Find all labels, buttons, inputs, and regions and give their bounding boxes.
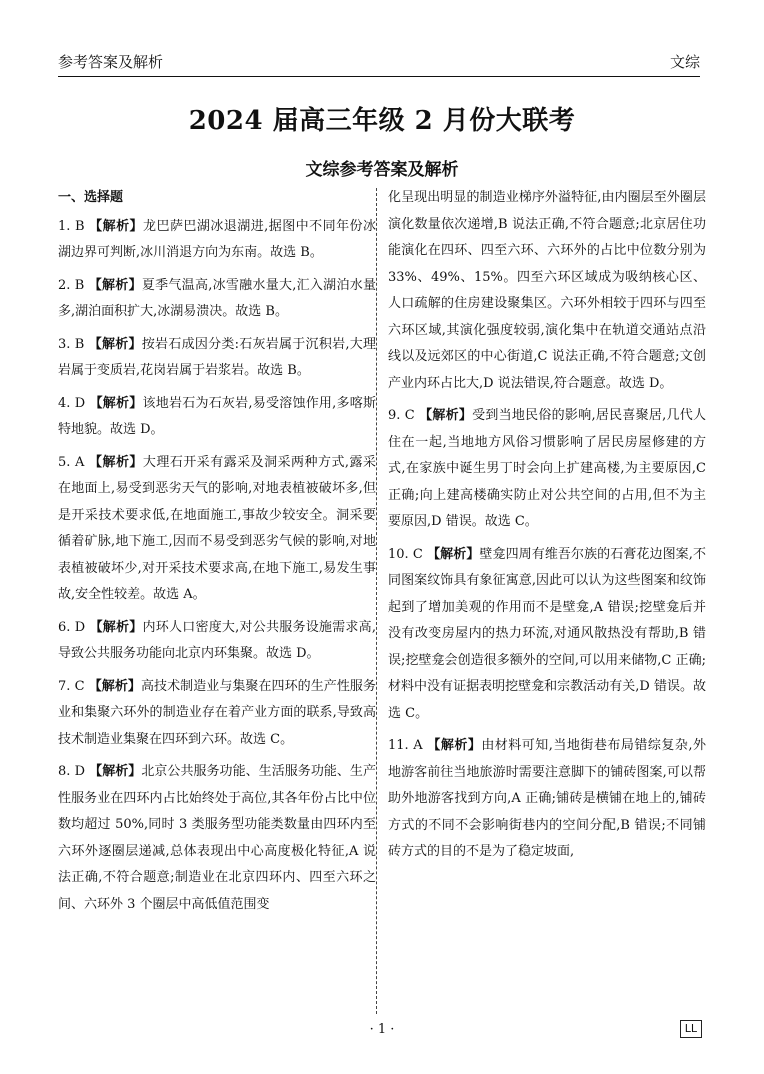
analysis-text: 由材料可知,当地街巷布局错综复杂,外地游客前往当地旅游时需要注意脚下的铺砖图案,可以帮助外地游客找到方向,A 正确;铺砖是横铺在地上的,铺砖方式的不同不会影响街巷内的空间分配,B 错误;不同铺砖方式的目的不是为了稳定坡面, (388, 738, 706, 859)
analysis-text: 按岩石成因分类:石灰岩属于沉积岩,大理岩属于变质岩,花岗岩属于岩浆岩。故选 B。 (58, 336, 376, 378)
answer-item (388, 403, 706, 536)
answer-item (58, 391, 376, 444)
left-answer-list (58, 214, 376, 919)
analysis-tag: 【解析】 (88, 678, 141, 694)
analysis-tag: 【解析】 (88, 336, 142, 352)
analysis-tag: 【解析】 (427, 738, 482, 753)
analysis-text: 龙巴萨巴湖冰退湖进,据图中不同年份冰湖边界可判断,冰川消退方向为东南。故选 B。 (58, 218, 376, 260)
header-right: 文综 (669, 53, 700, 71)
analysis-text: 该地岩石为石灰岩,易受溶蚀作用,多喀斯特地貌。故选 D。 (58, 395, 376, 437)
analysis-text: 受到当地民俗的影响,居民喜聚居,几代人住在一起,当地地方风俗习惯影响了居民房屋修建的方式,在家族中诞生男丁时会向上扩建高楼,为主要原因,C 正确;向上建高楼确实防止对公共空间的占用,但不为主要原因,D 错误。故选 C。 (388, 408, 706, 529)
analysis-text: 内环人口密度大,对公共服务设施需求高,导致公共服务功能向北京内环集聚。故选 D。 (58, 619, 376, 661)
answer-item (388, 733, 706, 866)
analysis-text: 壁龛四周有维吾尔族的石膏花边图案,不同图案纹饰具有象征寓意,因此可以认为这些图案和纹饰起到了增加美观的作用而不是壁龛,A 错误;挖壁龛后并没有改变房屋内的热力环流,对通风散热没有帮助,B 错误;挖壁龛会创造很多额外的空间,可以用来储物,C 正确;材料中没有证据表明挖壁龛和宗教活动有关,D 错误。故选 C。 (388, 546, 706, 721)
analysis-tag: 【解析】 (89, 619, 143, 635)
answer-number: 3. B (58, 336, 89, 352)
answer-item (58, 273, 376, 326)
answer-number: 4. D (58, 395, 90, 411)
section-heading: 一、选择题 (58, 190, 124, 205)
page-number: · 1 · (369, 1022, 395, 1037)
column-divider (376, 188, 377, 1014)
analysis-text: 夏季气温高,冰雪融水量大,汇入湖泊水量多,湖泊面积扩大,冰湖易溃决。故选 B。 (58, 277, 376, 319)
answer-item (58, 450, 376, 609)
answer-number: 2. B (58, 277, 89, 293)
continuation-paragraph: 化呈现出明显的制造业梯序外溢特征,由内圈层至外圈层演化数量依次递增,B 说法正确,不符合题意;北京居住功能演化在四环、四至六环、六环外的占比中位数分别为 33%、49%、15%。四至六环区域成为吸纳核心区、人口疏解的住房建设聚集区。六环外相较于四环与四至六环区域,其演化强度较弱,演化集中在轨道交通站点沿线以及远郊区的中心街道,C 说法正确,不符合题意;文创产业内环占比大,D 说法错误,符合题意。故选 D。 (388, 190, 706, 391)
answer-number: 10. C (388, 546, 428, 562)
answer-number: 11. A (388, 738, 428, 753)
answer-number: 5. A (58, 454, 89, 470)
answer-item (58, 615, 376, 668)
analysis-tag: 【解析】 (89, 764, 142, 779)
right-column (388, 185, 706, 1015)
left-column (58, 185, 376, 1015)
answer-number: 6. D (58, 619, 90, 635)
analysis-tag: 【解析】 (89, 218, 144, 234)
answer-number: 8. D (58, 764, 90, 779)
answer-item (58, 332, 376, 385)
answer-number: 9. C (388, 408, 420, 423)
right-answer-list (388, 403, 706, 866)
answer-item (58, 674, 376, 754)
answer-number: 1. B (58, 218, 90, 234)
analysis-tag: 【解析】 (419, 408, 473, 423)
footer-badge: LL (680, 1020, 702, 1038)
answer-number: 7. C (58, 678, 89, 694)
header-left: 参考答案及解析 (58, 53, 164, 71)
analysis-tag: 【解析】 (88, 277, 142, 293)
answer-item (58, 759, 376, 918)
page-header (58, 46, 700, 77)
analysis-tag: 【解析】 (89, 395, 143, 411)
page-subtitle: 文综参考答案及解析 (305, 160, 459, 180)
analysis-text: 北京公共服务功能、生活服务功能、生产性服务业在四环内占比始终处于高位,其各年份占比中位数均超过 50%,同时 3 类服务型功能类数量由四环内至六环外逐圈层递减,总体表现出中心高度极化特征,A 说法正确,不符合题意;制造业在北京四环内、四至六环之间、六环外 3 个圈层中高低值范围变 (58, 764, 376, 912)
analysis-text: 高技术制造业与集聚在四环的生产性服务业和集聚六环外的制造业存在着产业方面的联系,导致高技术制造业集聚在四环到六环。故选 C。 (58, 678, 376, 747)
page-title: 2024 届高三年级 2 月份大联考 (188, 106, 576, 136)
analysis-text: 大理石开采有露采及洞采两种方式,露采在地面上,易受到恶劣天气的影响,对地表植被破坏多,但是开采技术要求低,在地面施工,事故少较安全。洞采要循着矿脉,地下施工,因而不易受到恶劣气候的影响,对地表植被破坏少,对开采技术要求高,在地下施工,易发生事故,安全性较差。故选 A。 (58, 454, 376, 602)
analysis-tag: 【解析】 (89, 454, 143, 470)
answer-item (388, 542, 706, 728)
answer-item (58, 214, 376, 267)
analysis-tag: 【解析】 (427, 546, 480, 562)
